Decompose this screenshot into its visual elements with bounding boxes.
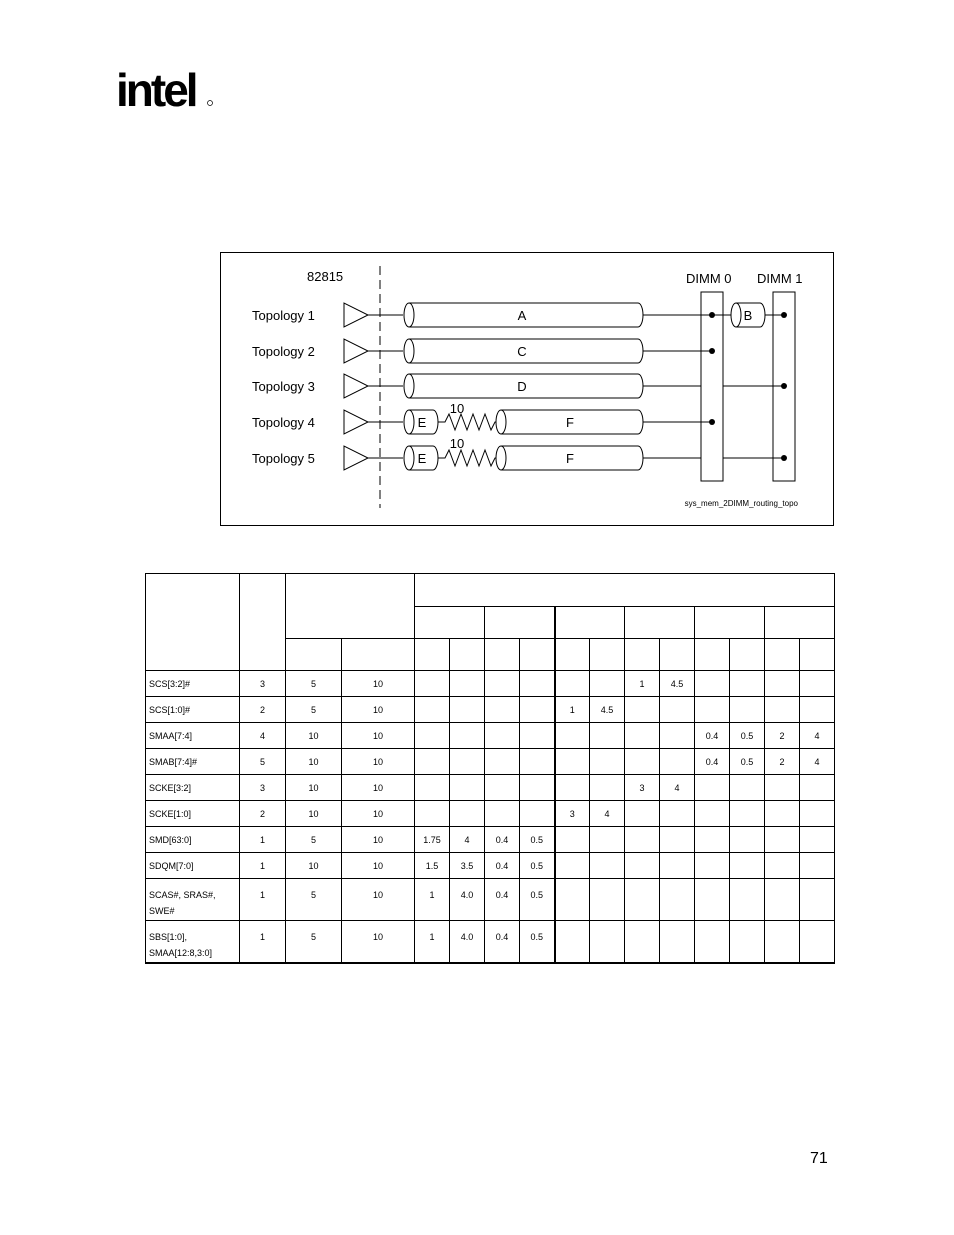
value-cell [590, 827, 625, 853]
value-cell: 0.4 [485, 879, 520, 921]
value-cell [730, 697, 765, 723]
header-sub-cell [485, 639, 520, 671]
value-cell [695, 697, 730, 723]
value-cell [555, 723, 590, 749]
header-group-3 [555, 607, 625, 639]
header-group-6 [765, 607, 835, 639]
value-cell: 10 [342, 723, 415, 749]
value-cell [590, 853, 625, 879]
value-cell [555, 775, 590, 801]
value-cell [450, 775, 485, 801]
header-sub-cell [800, 639, 835, 671]
value-cell [485, 749, 520, 775]
resistor-value-5: 10 [449, 436, 465, 451]
value-cell [555, 671, 590, 697]
signal-line: SBS[1:0], [149, 932, 188, 942]
value-cell: 1.75 [415, 827, 450, 853]
value-cell: 5 [286, 697, 342, 723]
value-cell [520, 749, 555, 775]
header-sub-cell [590, 639, 625, 671]
value-cell: 3.5 [450, 853, 485, 879]
value-cell: 0.5 [520, 827, 555, 853]
topology-cell: 1 [240, 879, 286, 921]
value-cell [800, 827, 835, 853]
value-cell [625, 723, 660, 749]
value-cell: 1.5 [415, 853, 450, 879]
value-cell [765, 775, 800, 801]
value-cell [730, 921, 765, 963]
value-cell [590, 723, 625, 749]
value-cell [695, 853, 730, 879]
value-cell: 10 [342, 749, 415, 775]
resistor-icon [438, 414, 501, 430]
driver-buffer-2 [344, 339, 368, 363]
value-cell: 10 [342, 921, 415, 963]
topology-5-label: Topology 5 [252, 451, 315, 466]
value-cell: 4 [660, 775, 695, 801]
value-cell [765, 801, 800, 827]
value-cell: 10 [286, 723, 342, 749]
value-cell [485, 671, 520, 697]
value-cell [590, 775, 625, 801]
value-cell: 3 [625, 775, 660, 801]
value-cell [590, 921, 625, 963]
header-length-cell [415, 574, 835, 607]
dimm1-label: DIMM 1 [757, 271, 803, 286]
value-cell [555, 921, 590, 963]
value-cell: 4 [800, 749, 835, 775]
header-group-1 [415, 607, 485, 639]
value-cell [730, 801, 765, 827]
topology-3-label: Topology 3 [252, 379, 315, 394]
value-cell [415, 775, 450, 801]
value-cell: 10 [342, 671, 415, 697]
value-cell [590, 879, 625, 921]
signal-cell: SCKE[3:2] [146, 775, 240, 801]
segment-a-label: A [517, 308, 527, 323]
value-cell: 1 [555, 697, 590, 723]
dimm0-module [701, 292, 723, 481]
value-cell [695, 921, 730, 963]
intel-logo-icon [116, 60, 226, 120]
value-cell [450, 723, 485, 749]
header-sub-cell [695, 639, 730, 671]
segment-d-label: D [517, 379, 527, 394]
value-cell [520, 723, 555, 749]
value-cell [485, 775, 520, 801]
signal-line: SMAA[12:8,3:0] [149, 948, 213, 958]
table-row [146, 853, 835, 879]
intel-logo-text: intel [116, 64, 196, 116]
value-cell [800, 775, 835, 801]
driver-buffer-3 [344, 374, 368, 398]
value-cell [485, 697, 520, 723]
value-cell [590, 671, 625, 697]
signal-cell [146, 879, 240, 921]
value-cell: 10 [286, 775, 342, 801]
table-row [146, 723, 835, 749]
value-cell [415, 671, 450, 697]
value-cell: 10 [342, 853, 415, 879]
value-cell: 4.0 [450, 879, 485, 921]
value-cell [415, 801, 450, 827]
value-cell [660, 697, 695, 723]
value-cell: 0.5 [520, 853, 555, 879]
header-sub-cell [625, 639, 660, 671]
value-cell [625, 697, 660, 723]
value-cell [415, 723, 450, 749]
value-cell: 4.5 [660, 671, 695, 697]
value-cell: 1 [625, 671, 660, 697]
signal-line: SCAS#, SRAS#, [149, 890, 216, 900]
resistor-icon [438, 450, 501, 466]
signal-cell: SDQM[7:0] [146, 853, 240, 879]
signal-cell: SCS[3:2]# [146, 671, 240, 697]
value-cell [450, 697, 485, 723]
value-cell [590, 749, 625, 775]
topology-cell: 1 [240, 921, 286, 963]
value-cell: 10 [342, 775, 415, 801]
value-cell [765, 853, 800, 879]
table-row [146, 697, 835, 723]
driver-buffer-4 [344, 410, 368, 434]
value-cell [695, 827, 730, 853]
figure-caption: sys_mem_2DIMM_routing_topo [684, 499, 798, 508]
signal-cell: SCS[1:0]# [146, 697, 240, 723]
value-cell [800, 801, 835, 827]
value-cell [485, 801, 520, 827]
table-row [146, 801, 835, 827]
value-cell [695, 801, 730, 827]
topology-cell: 4 [240, 723, 286, 749]
value-cell [765, 921, 800, 963]
header-group-5 [695, 607, 765, 639]
value-cell: 0.4 [485, 827, 520, 853]
value-cell: 0.4 [485, 921, 520, 963]
signal-cell: SMAA[7:4] [146, 723, 240, 749]
header-sub-cell [555, 639, 590, 671]
value-cell: 5 [286, 827, 342, 853]
value-cell [520, 801, 555, 827]
value-cell [625, 879, 660, 921]
value-cell [555, 853, 590, 879]
value-cell [485, 723, 520, 749]
value-cell [730, 853, 765, 879]
header-sub-cell [342, 639, 415, 671]
value-cell [660, 921, 695, 963]
routing-table [145, 573, 835, 964]
header-sub-cell [415, 639, 450, 671]
value-cell: 0.4 [695, 723, 730, 749]
value-cell [520, 775, 555, 801]
value-cell [625, 801, 660, 827]
value-cell [625, 853, 660, 879]
value-cell: 0.5 [730, 723, 765, 749]
value-cell: 2 [765, 723, 800, 749]
value-cell [660, 801, 695, 827]
topology-2-label: Topology 2 [252, 344, 315, 359]
value-cell [765, 697, 800, 723]
value-cell [415, 749, 450, 775]
driver-buffer-1 [344, 303, 368, 327]
value-cell [800, 671, 835, 697]
resistor-value-4: 10 [449, 401, 465, 416]
topology-diagram [221, 253, 835, 527]
value-cell [730, 827, 765, 853]
topology-cell: 3 [240, 775, 286, 801]
header-spacing-cell [286, 574, 415, 639]
value-cell [625, 921, 660, 963]
signal-cell: SMAB[7:4]# [146, 749, 240, 775]
topology-cell: 1 [240, 853, 286, 879]
value-cell: 0.5 [520, 879, 555, 921]
value-cell [450, 801, 485, 827]
value-cell [695, 879, 730, 921]
value-cell [555, 879, 590, 921]
segment-f-label-5: F [566, 451, 574, 466]
topology-cell: 1 [240, 827, 286, 853]
topology-cell: 2 [240, 697, 286, 723]
value-cell: 5 [286, 671, 342, 697]
value-cell [450, 749, 485, 775]
value-cell [800, 879, 835, 921]
signal-line: SWE# [149, 906, 175, 916]
value-cell [660, 749, 695, 775]
value-cell: 10 [342, 801, 415, 827]
value-cell: 10 [286, 801, 342, 827]
value-cell: 10 [286, 749, 342, 775]
value-cell: 10 [286, 853, 342, 879]
header-sub-cell [286, 639, 342, 671]
value-cell [555, 827, 590, 853]
value-cell [800, 921, 835, 963]
value-cell: 2 [765, 749, 800, 775]
signal-cell: SMD[63:0] [146, 827, 240, 853]
routing-topology-figure [220, 252, 834, 526]
value-cell: 4.0 [450, 921, 485, 963]
segment-c-label: C [517, 344, 527, 359]
value-cell: 5 [286, 879, 342, 921]
value-cell [660, 723, 695, 749]
value-cell [765, 827, 800, 853]
topology-4-label: Topology 4 [252, 415, 315, 430]
value-cell [625, 827, 660, 853]
segment-e-label-5: E [417, 451, 427, 466]
value-cell: 1 [415, 921, 450, 963]
topology-1-label: Topology 1 [252, 308, 315, 323]
value-cell: 10 [342, 879, 415, 921]
value-cell: 4 [590, 801, 625, 827]
value-cell: 4 [450, 827, 485, 853]
value-cell [765, 879, 800, 921]
topology-cell: 2 [240, 801, 286, 827]
value-cell: 4 [800, 723, 835, 749]
value-cell: 0.4 [695, 749, 730, 775]
value-cell: 0.4 [485, 853, 520, 879]
value-cell [520, 697, 555, 723]
segment-b-label: B [743, 308, 753, 323]
value-cell: 10 [342, 697, 415, 723]
value-cell [730, 775, 765, 801]
header-sub-cell [520, 639, 555, 671]
value-cell [555, 749, 590, 775]
dimm0-label: DIMM 0 [686, 271, 732, 286]
header-topology-cell [240, 574, 286, 671]
value-cell: 1 [415, 879, 450, 921]
value-cell: 0.5 [520, 921, 555, 963]
table-row [146, 879, 835, 921]
topology-cell: 3 [240, 671, 286, 697]
value-cell [800, 697, 835, 723]
page-number: 71 [810, 1150, 828, 1167]
chip-label: 82815 [307, 269, 344, 284]
value-cell [660, 879, 695, 921]
header-group-2 [485, 607, 555, 639]
segment-f-label-4: F [566, 415, 574, 430]
header-sub-cell [765, 639, 800, 671]
header-sub-cell [660, 639, 695, 671]
segment-e-label-4: E [417, 415, 427, 430]
value-cell [695, 671, 730, 697]
value-cell [730, 879, 765, 921]
value-cell [415, 697, 450, 723]
header-signal-cell [146, 574, 240, 671]
value-cell: 4.5 [590, 697, 625, 723]
value-cell [695, 775, 730, 801]
table-row [146, 671, 835, 697]
value-cell [730, 671, 765, 697]
value-cell: 0.5 [730, 749, 765, 775]
value-cell [800, 853, 835, 879]
header-group-4 [625, 607, 695, 639]
value-cell [625, 749, 660, 775]
header-sub-cell [730, 639, 765, 671]
value-cell [660, 853, 695, 879]
driver-buffer-5 [344, 446, 368, 470]
table-row [146, 921, 835, 963]
value-cell: 3 [555, 801, 590, 827]
table-row [146, 827, 835, 853]
signal-cell [146, 921, 240, 963]
value-cell [660, 827, 695, 853]
value-cell: 5 [286, 921, 342, 963]
value-cell [520, 671, 555, 697]
value-cell [765, 671, 800, 697]
value-cell: 10 [342, 827, 415, 853]
table-row [146, 775, 835, 801]
header-sub-cell [450, 639, 485, 671]
topology-cell: 5 [240, 749, 286, 775]
table-row [146, 749, 835, 775]
value-cell [450, 671, 485, 697]
signal-cell: SCKE[1:0] [146, 801, 240, 827]
